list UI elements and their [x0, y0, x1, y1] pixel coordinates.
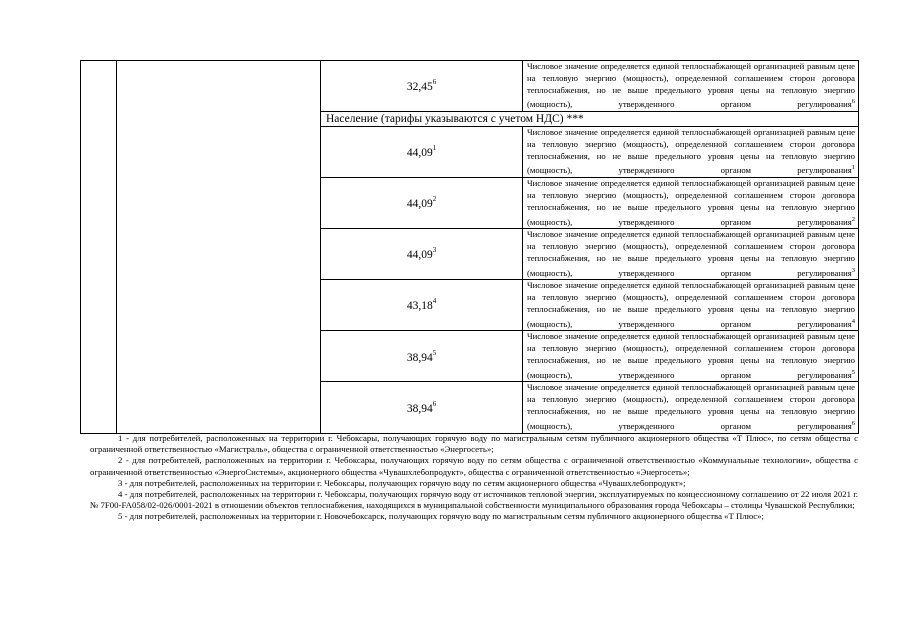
footnote: 3 - для потребителей, расположенных на территории г. Чебоксары, получающих горячую воду по сетям акционерного общества «Чувашхлебопродукт»; — [118, 477, 686, 488]
tariff-value: 38,94$^6$ — [321, 382, 523, 433]
footnotes — [90, 433, 858, 523]
tariff-description: Числовое значение определяется единой теплоснабжающей организацией равным цене на тепловую энергию (мощность), определенной соглашением сторон договора теплоснабжения, но не выше предельного уровня цены на тепловую энергию (мощность), утвержденного органом регулирования$^1$ — [523, 127, 859, 178]
footnote: 1 - для потребителей, расположенных на территории г. Чебоксары, получающих горячую воду по магистральным сетям публичного акционерного общества «Т Плюс», по сетям общества с ограниченной ответственностью «Магистраль», общества с ограниченной ответственностью «Энергосеть»; — [90, 433, 858, 455]
tariff-value: 32,45$^6$ — [321, 61, 523, 112]
tariff-description: Числовое значение определяется единой теплоснабжающей организацией равным цене на тепловую энергию (мощность), определенной соглашением сторон договора теплоснабжения, но не выше предельного уровня цены на тепловую энергию (мощность), утвержденного органом регулирования$^6$ — [523, 382, 859, 433]
empty-cell-name — [117, 61, 321, 434]
footnote: 5 - для потребителей, расположенных на территории г. Новочебоксарск, получающих горячую воду по магистральным сетям публичного акционерного общества «Т Плюс»; — [118, 511, 764, 522]
tariff-value: 44,09$^2$ — [321, 178, 523, 229]
tariff-description: Числовое значение определяется единой теплоснабжающей организацией равным цене на тепловую энергию (мощность), определенной соглашением сторон договора теплоснабжения, но не выше предельного уровня цены на тепловую энергию (мощность), утвержденного органом регулирования$^4$ — [523, 280, 859, 331]
tariff-value: 38,94$^5$ — [321, 331, 523, 382]
table-row — [81, 61, 859, 112]
footnote: 4 - для потребителей, расположенных на территории г. Чебоксары, получающих горячую воду от источников тепловой энергии, эксплуатируемых по концессионному соглашению от 22 июля 2021 г. № 7F00-FA058/02-026/0001-2021 в отношении объектов теплоснабжения, находящихся в муниципальной собственности муниципального образования города Чебоксары – столицы Чувашской Республики; — [90, 489, 858, 511]
tariff-description: Числовое значение определяется единой теплоснабжающей организацией равным цене на тепловую энергию (мощность), определенной соглашением сторон договора теплоснабжения, но не выше предельного уровня цены на тепловую энергию (мощность), утвержденного органом регулирования$^5$ — [523, 331, 859, 382]
tariff-description: Числовое значение определяется единой теплоснабжающей организацией равным цене на тепловую энергию (мощность), определенной соглашением сторон договора теплоснабжения, но не выше предельного уровня цены на тепловую энергию (мощность), утвержденного органом регулирования$^2$ — [523, 178, 859, 229]
tariff-table — [80, 60, 859, 434]
footnote: 2 - для потребителей, расположенных на территории г. Чебоксары, получающих горячую воду по сетям общества с ограниченной ответственностью «Коммунальные технологии», общества с ограниченной ответственностью «ЭнергоСистемы», акционерного общества «Чувашхлебопродукт», общества с ограниченной ответственностью «Энергосеть»; — [90, 455, 858, 477]
tariff-value: 43,18$^4$ — [321, 280, 523, 331]
tariff-value: 44,09$^1$ — [321, 127, 523, 178]
tariff-value: 44,09$^3$ — [321, 229, 523, 280]
tariff-description: Числовое значение определяется единой теплоснабжающей организацией равным цене на тепловую энергию (мощность), определенной соглашением сторон договора теплоснабжения, но не выше предельного уровня цены на тепловую энергию (мощность), утвержденного органом регулирования$^3$ — [523, 229, 859, 280]
empty-cell-number — [81, 61, 117, 434]
section-header: Население (тарифы указываются с учетом НДС) *** — [321, 112, 859, 127]
tariff-description: Числовое значение определяется единой теплоснабжающей организацией равным цене на тепловую энергию (мощность), определенной соглашением сторон договора теплоснабжения, но не выше предельного уровня цены на тепловую энергию (мощность), утвержденного органом регулирования$^6$ — [523, 61, 859, 112]
